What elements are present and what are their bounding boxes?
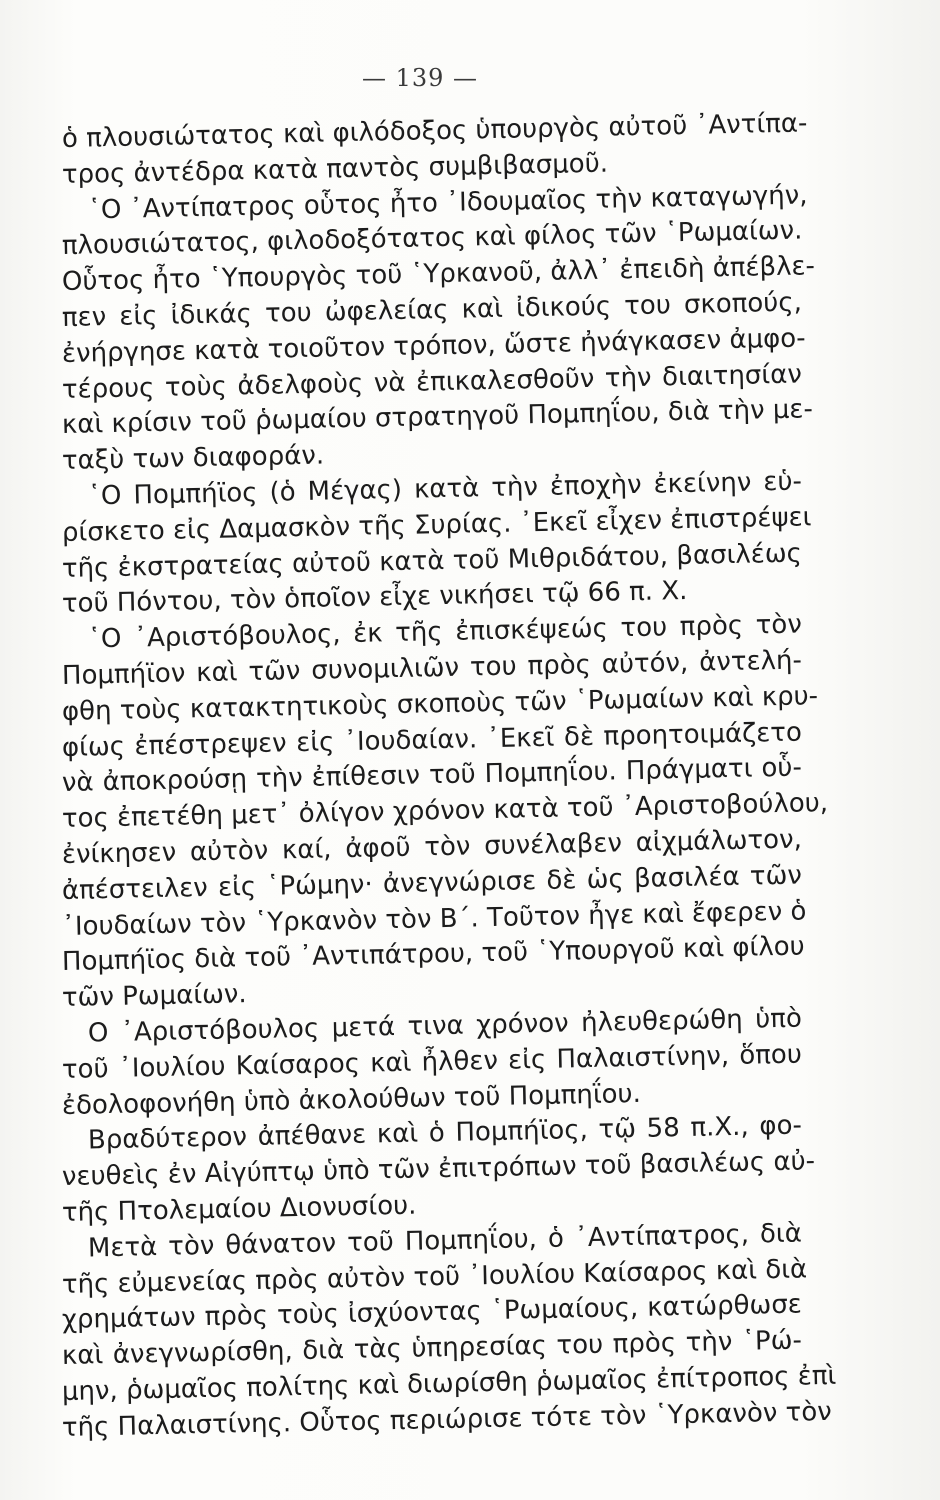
text-line: Οὗτος ἦτο ῾Υπουργὸς τοῦ ῾Υρκανοῦ, ἀλλ᾿ ἐπειδὴ ἀπέβλε-: [61, 251, 816, 298]
text-line: τῆς Παλαιστίνης. Οὗτος περιώρισε τότε τὸν ῾Υρκανὸν τὸν: [61, 1396, 833, 1443]
text-line: Πομπήϊον καὶ τῶν συνομιλιῶν του πρὸς αὐτόν, ἀντελή-: [61, 645, 803, 691]
text-line: Βραδύτερον ἀπέθανε καὶ ὁ Πομπήϊος, τῷ 58 π.Χ., φο-: [87, 1110, 803, 1156]
text-line: ὁ πλουσιώτατος καὶ φιλόδοξος ὑπουργὸς αὐτοῦ ᾿Αντίπα-: [61, 108, 808, 154]
body-text: [61, 108, 837, 1446]
text-line: μην, ῥωμαῖος πολίτης καὶ διωρίσθη ῥωμαῖος ἐπίτροπος ἐπὶ: [61, 1360, 837, 1407]
text-line: ἐνήργησε κατὰ τοιοῦτον τρόπον, ὥστε ἠνάγκασεν ἀμφο-: [61, 323, 806, 369]
text-line: ᾿Ιουδαίων τὸν ῾Υρκανὸν τὸν Β΄. Τοῦτον ἦγε καὶ ἔφερεν ὁ: [61, 895, 807, 942]
text-line: ῾Ο ᾿Αριστόβουλος, ἐκ τῆς ἐπισκέψεώς του πρὸς τὸν: [87, 609, 803, 655]
text-line: ἐδολοφονήθη ὑπὸ ἀκολούθων τοῦ Πομπηΐου.: [61, 1078, 642, 1121]
text-line: νευθεὶς ἐν Αἰγύπτῳ ὑπὸ τῶν ἐπιτρόπων τοῦ βασιλέως αὐ-: [61, 1146, 816, 1193]
text-line: ταξὺ των διαφοράν.: [61, 440, 325, 477]
text-line: τέρους τοὺς ἀδελφοὺς νὰ ἐπικαλεσθοῦν τὴν διαιτησίαν: [61, 359, 803, 405]
text-line: καὶ ἀνεγνωρίσθη, διὰ τὰς ὑπηρεσίας του πρὸς τὴν ῾Ρώ-: [61, 1325, 803, 1372]
text-line: ἀπέστειλεν εἰς ῾Ρώμην· ἀνεγνώρισε δὲ ὡς βασιλέα τῶν: [61, 860, 803, 906]
text-line: ῾Ο ᾿Αντίπατρος οὗτος ἦτο ᾿Ιδουμαῖος τὴν καταγωγήν,: [87, 179, 808, 226]
text-line: τοῦ Πόντου, τὸν ὁποῖον εἶχε νικήσει τῷ 66 π. Χ.: [61, 576, 688, 620]
text-line: φθη τοὺς κατακτητικοὺς σκοποὺς τῶν ῾Ρωμαίων καὶ κρυ-: [61, 680, 819, 727]
text-line: πλουσιώτατος, φιλοδοξότατος καὶ φίλος τῶν ῾Ρωμαίων.: [61, 215, 803, 262]
text-line: ρίσκετο εἰς Δαμασκὸν τῆς Συρίας. ᾿Εκεῖ εἶχεν ἐπιστρέψει: [61, 502, 812, 548]
text-line: Ο ᾿Αριστόβουλος μετά τινα χρόνον ἠλευθερώθη ὑπὸ: [87, 1003, 803, 1049]
text-line: φίως ἐπέστρεψεν εἰς ᾿Ιουδαίαν. ᾿Εκεῖ δὲ προητοιμάζετο: [61, 717, 803, 763]
text-line: τῆς Πτολεμαίου Διονυσίου.: [61, 1190, 417, 1228]
text-line: τος ἐπετέθη μετ᾿ ὀλίγον χρόνον κατὰ τοῦ ᾿Αριστοβούλου,: [61, 788, 829, 835]
text-line: Μετὰ τὸν θάνατον τοῦ Πομπηΐου, ὁ ᾿Αντίπατρος, διὰ: [87, 1218, 803, 1264]
text-line: χρημάτων πρὸς τοὺς ἰσχύοντας ῾Ρωμαίους, κατώρθωσε: [61, 1289, 803, 1336]
text-line: τῶν Ρωμαίων.: [61, 979, 247, 1014]
text-line: νὰ ἀποκρούσῃ τὴν ἐπίθεσιν τοῦ Πομπηΐου. Πράγματι οὗ-: [61, 752, 803, 799]
text-line: ἐνίκησεν αὐτὸν καί, ἀφοῦ τὸν συνέλαβεν αἰχμάλωτον,: [61, 824, 803, 870]
text-line: πεν εἰς ἰδικάς του ὠφελείας καὶ ἰδικούς του σκοπούς,: [61, 287, 803, 333]
text-line: Πομπήϊος διὰ τοῦ ᾿Αντιπάτρου, τοῦ ῾Υπουργοῦ καὶ φίλου: [61, 931, 805, 978]
text-line: καὶ κρίσιν τοῦ ῥωμαίου στρατηγοῦ Πομπηΐου, διὰ τὴν με-: [61, 394, 814, 441]
text-line: τρος ἀντέδρα κατὰ παντὸς συμβιβασμοῦ.: [61, 148, 609, 190]
page-number: — 139 —: [361, 64, 479, 92]
text-line: τῆς ἐκστρατείας αὐτοῦ κατὰ τοῦ Μιθριδάτου, βασιλέως: [61, 538, 803, 584]
text-line: τῆς εὐμενείας πρὸς αὐτὸν τοῦ ᾿Ιουλίου Καίσαρος καὶ διὰ: [61, 1253, 808, 1300]
text-line: ῾Ο Πομπήϊος (ὁ Μέγας) κατὰ τὴν ἐποχὴν ἐκείνην εὑ-: [87, 466, 803, 512]
text-line: τοῦ ᾿Ιουλίου Καίσαρος καὶ ἦλθεν εἰς Παλαιστίνην, ὅπου: [61, 1039, 803, 1085]
